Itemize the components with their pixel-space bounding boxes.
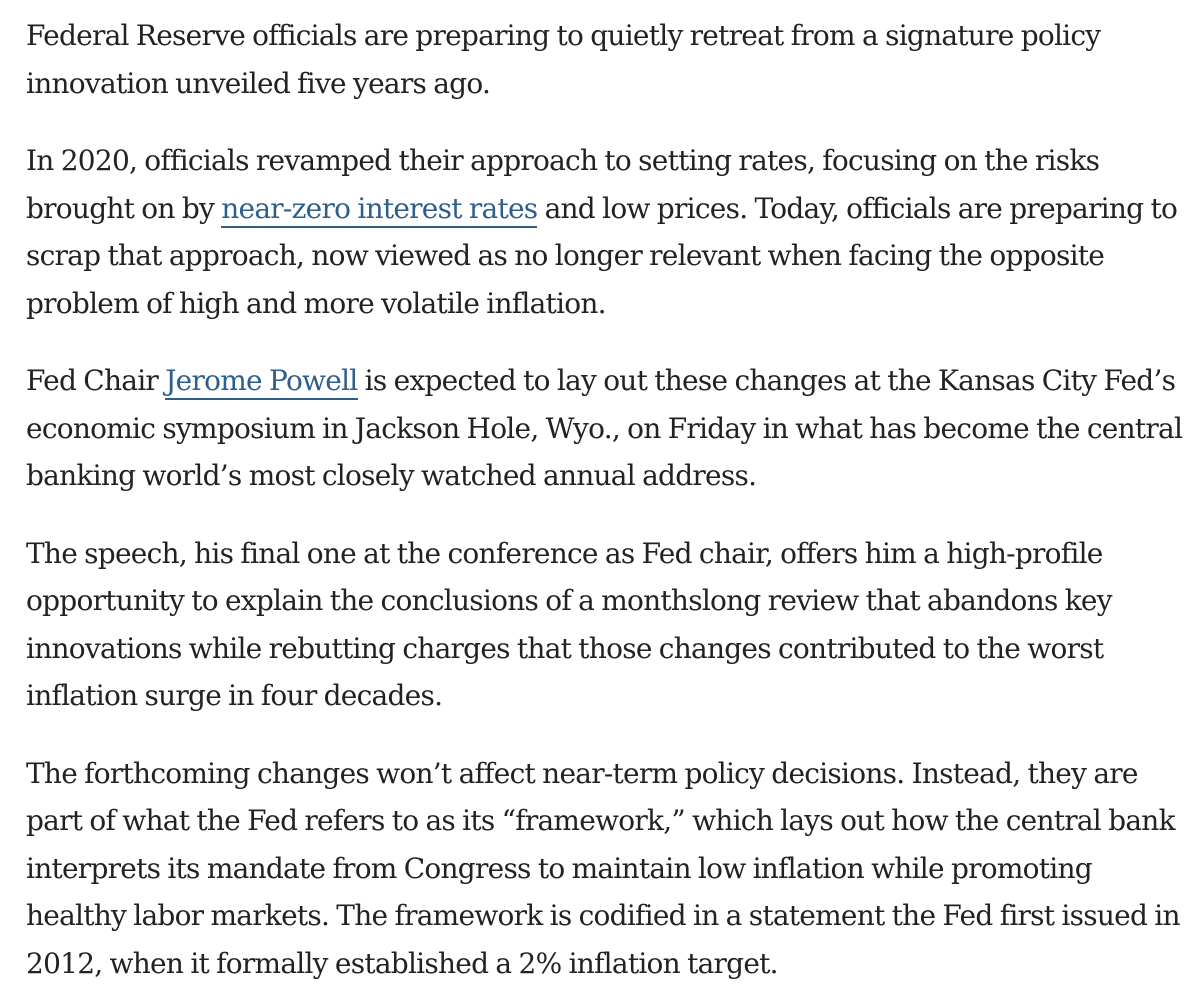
paragraph-5-text: The forthcoming changes won’t affect near-term policy decisions. Instead, they are part of what the Fed refers to as its “framework,” which lays out how the central bank interprets its mandate from Congress to maintain low inflation while promoting healthy labor markets. The framework is codified in a statement the Fed first issued in 2012, when it formally established a 2% inflation target.: [26, 756, 1180, 980]
paragraph-2: [26, 137, 1186, 327]
paragraph-3-text-before-link: Fed Chair: [26, 364, 166, 397]
paragraph-4-text: The speech, his final one at the conference as Fed chair, offers him a high-profile opportunity to explain the conclusions of a monthslong review that abandons key innovations while rebutting charges that those changes contributed to the worst inflation surge in four decades.: [26, 536, 1112, 712]
paragraph-3: [26, 357, 1186, 500]
paragraph-4: [26, 530, 1186, 720]
paragraph-5: [26, 750, 1186, 988]
paragraph-3-text-after-link: is expected to lay out these changes at the Kansas City Fed’s economic symposium in Jackson Hole, Wyo., on Friday in what has become the central banking world’s most closely watched annual address.: [26, 364, 1183, 492]
paragraph-2-text-after-link: and low prices. Today, officials are preparing to scrap that approach, now viewed as no longer relevant when facing the opposite problem of high and more volatile inflation.: [26, 191, 1178, 320]
link-near-zero-interest-rates[interactable]: near-zero interest rates: [221, 192, 537, 228]
paragraph-1-text: Federal Reserve officials are preparing to quietly retreat from a signature policy innovation unveiled five years ago.: [26, 19, 1101, 100]
link-jerome-powell[interactable]: Jerome Powell: [165, 364, 357, 400]
paragraph-1: [26, 12, 1186, 107]
paragraph-2-text-before-link: In 2020, officials revamped their approach to setting rates, focusing on the risks brought on by: [26, 144, 1100, 225]
